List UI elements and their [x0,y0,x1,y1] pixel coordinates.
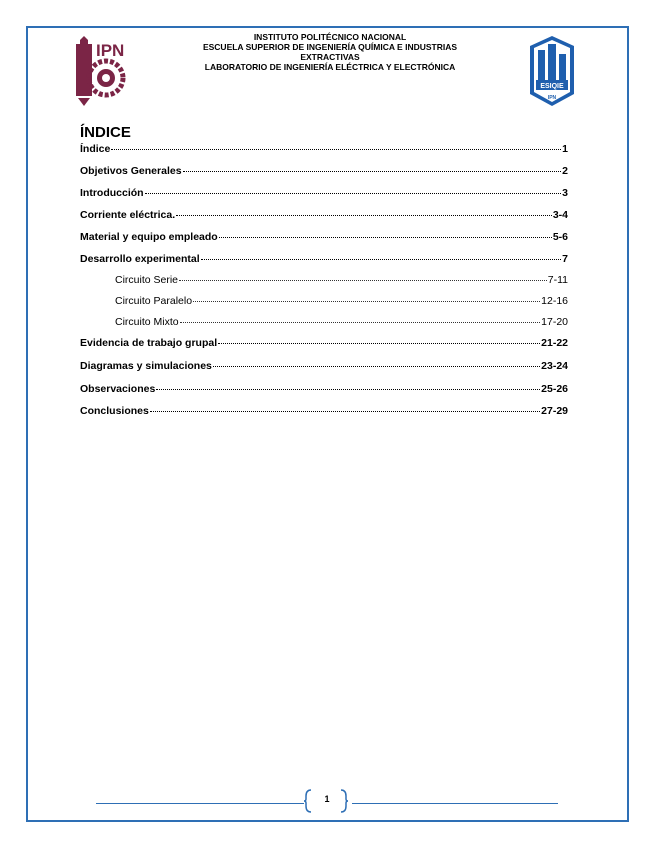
esiqie-logo-text: ESIQIE [540,83,564,90]
toc-dot-leader [218,342,540,344]
toc-entry-page: 12-16 [541,295,568,307]
toc-entry-page: 1 [562,143,568,155]
toc-entry[interactable] [80,337,568,349]
toc-entry[interactable] [80,165,568,177]
footer-rule-right [352,803,558,804]
toc-dot-leader [145,192,562,194]
toc-dot-leader [179,279,547,281]
toc-dot-leader [176,214,552,216]
toc-entry-page: 5-6 [552,231,568,243]
toc-entry-page: 27-29 [541,405,568,417]
header-line-3: EXTRACTIVAS [300,52,360,62]
ipn-logo-text: IPN [96,41,125,60]
toc-dot-leader [111,148,561,150]
toc-entry-page: 17-20 [541,316,568,328]
toc-entry-page: 21-22 [541,337,568,349]
toc-entry-page: 3 [562,187,568,199]
toc-entry-page: 3-4 [552,209,568,221]
toc-subentry[interactable] [115,295,568,307]
toc-entry-label: Material y equipo empleado [80,231,218,243]
toc-entry[interactable] [80,143,568,155]
toc-subentry[interactable] [115,316,568,328]
toc-entry[interactable] [80,187,568,199]
institution-header [150,32,510,72]
toc-entry-label: Conclusiones [80,405,149,417]
toc-dot-leader [213,365,540,367]
toc-entry-label: Introducción [80,187,144,199]
header-line-4: LABORATORIO DE INGENIERÍA ELÉCTRICA Y ELECTRÓNICA [204,62,456,72]
toc-entry-label: Objetivos Generales [80,165,182,177]
toc-entry-label: Corriente eléctrica. [80,209,176,221]
toc-entry-page: 7 [562,253,568,265]
toc-entry[interactable] [80,253,568,265]
toc-entry-label: Índice [80,143,111,155]
toc-entry-page: 2 [562,165,568,177]
toc-entry-page: 7-11 [547,274,568,286]
toc-entry[interactable] [80,209,568,221]
toc-dot-leader [180,321,541,323]
toc-entry[interactable] [80,383,568,395]
esiqie-logo-subtext: IPN [547,95,557,101]
toc-dot-leader [193,300,540,302]
toc-dot-leader [156,388,540,390]
toc-subentry[interactable] [115,274,568,286]
toc-entry-label: Circuito Paralelo [115,295,193,307]
document-header [0,0,655,120]
toc-entry[interactable] [80,360,568,372]
toc-entry-label: Observaciones [80,383,156,395]
toc-entry-label: Evidencia de trabajo grupal [80,337,218,349]
toc-entry-label: Circuito Serie [115,274,179,286]
toc-entry-page: 23-24 [541,360,568,372]
footer-rule-left [96,803,304,804]
header-line-2: ESCUELA SUPERIOR DE INGENIERÍA QUÍMICA E INDUSTRIAS [202,42,458,52]
page-number: 1 [324,794,330,804]
header-line-1: INSTITUTO POLITÉCNICO NACIONAL [253,32,407,42]
toc-entry-label: Diagramas y simulaciones [80,360,212,372]
esiqie-logo [530,36,574,106]
toc-entry-label: Desarrollo experimental [80,253,200,265]
toc-entry[interactable] [80,231,568,243]
page-title: ÍNDICE [80,124,131,141]
toc-dot-leader [150,410,540,412]
ipn-logo [70,36,128,106]
toc-entry-label: Circuito Mixto [115,316,179,328]
toc-dot-leader [219,236,552,238]
toc-entry-page: 25-26 [541,383,568,395]
toc-dot-leader [201,258,562,260]
toc-entry[interactable] [80,405,568,417]
toc-dot-leader [183,170,562,172]
